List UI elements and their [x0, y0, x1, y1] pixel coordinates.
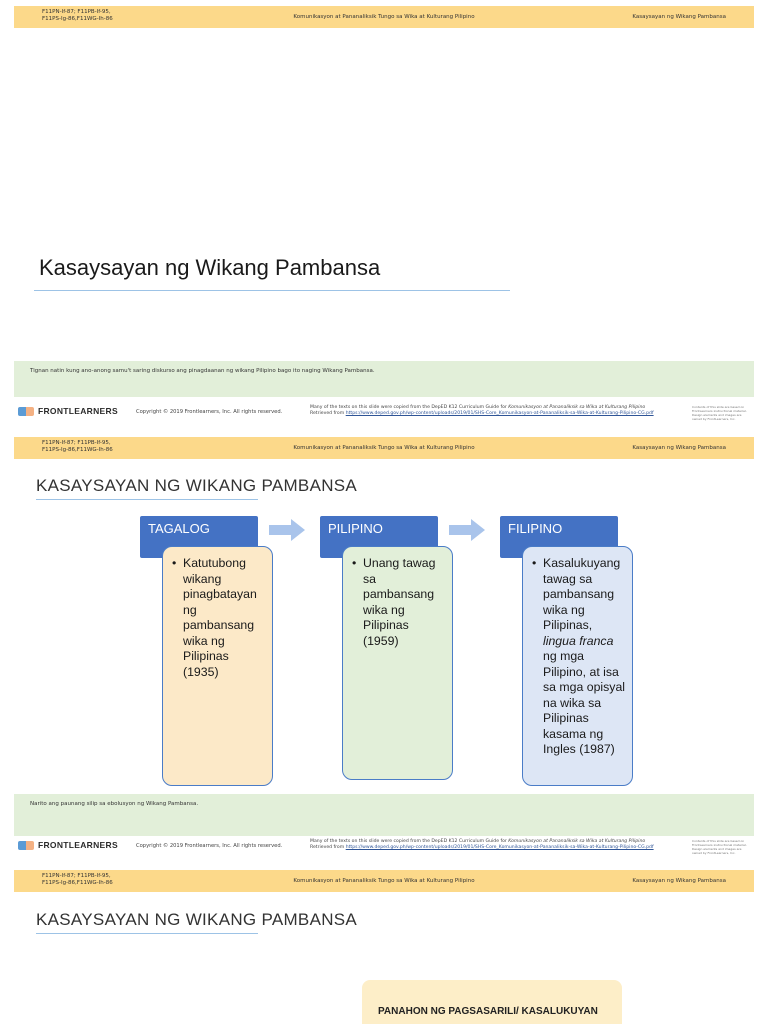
slide-1 — [14, 6, 754, 430]
slide-header — [14, 437, 754, 459]
slide-header — [14, 870, 754, 892]
slide-3 — [14, 870, 754, 1024]
fine-print: Contents of this slide are based on FrontLearners instructional material. Design elements and images are owned by FrontLearners, Inc. — [692, 405, 747, 421]
source-credit: Many of the texts on this slide were copied from the DepED K12 Curriculum Guide for Komunikasyon at Pananaliksik sa Wika at Kulturang Pilipino Retrieved from https://www.deped.gov.ph/wp-content/uploads/2019/01/SHS-Core_Komunikasyon-at-Pananaliksik-sa-Wika-at-Kulturang-Pilipino-CG.pdf — [310, 839, 654, 850]
slide-footer — [14, 404, 754, 426]
stage-description: • Unang tawag sa pambansang wika ng Pilipinas (1959) — [353, 556, 446, 649]
logo-icon — [18, 407, 34, 416]
topic-title: Kasaysayan ng Wikang Pambansa — [632, 878, 726, 884]
competency-codes: F11PN-If-87; F11PB-If-95, F11PS-Ig-86,F11WG-Ih-86 — [42, 440, 113, 453]
section-title: KASAYSAYAN NG WIKANG PAMBANSA — [36, 910, 358, 929]
competency-codes: F11PN-If-87; F11PB-If-95, F11PS-Ig-86,F11WG-Ih-86 — [42, 9, 113, 22]
speaker-notes: Tignan natin kung ano-anong samu't saring diskurso ang pinagdaanan ng wikang Pilipino bago ito naging Wikang Pambansa. — [14, 361, 754, 397]
course-title: Komunikasyon at Pananaliksik Tungo sa Wika at Kulturang Pilipino — [293, 445, 475, 451]
course-title: Komunikasyon at Pananaliksik Tungo sa Wika at Kulturang Pilipino — [293, 14, 475, 20]
topic-title: Kasaysayan ng Wikang Pambansa — [632, 445, 726, 451]
slide-2 — [14, 437, 754, 862]
stage-card-filipino — [522, 546, 633, 786]
title-underline — [36, 499, 258, 500]
course-title: Komunikasyon at Pananaliksik Tungo sa Wika at Kulturang Pilipino — [293, 878, 475, 884]
copyright-text: Copyright © 2019 Frontlearners, Inc. All rights reserved. — [136, 409, 283, 415]
source-link[interactable]: https://www.deped.gov.ph/wp-content/uploads/2019/01/SHS-Core_Komunikasyon-at-Pananaliksik-sa-Wika-at-Kulturang-Pilipino-CG.pdf — [345, 845, 654, 850]
era-label-box: PANAHON NG PAGSASARILI/ KASALUKUYAN — [362, 980, 622, 1024]
competency-codes: F11PN-If-87; F11PB-If-95, F11PS-Ig-86,F11WG-Ih-86 — [42, 873, 113, 886]
title-underline — [36, 933, 258, 934]
section-title: KASAYSAYAN NG WIKANG PAMBANSA — [36, 476, 358, 495]
source-credit: Many of the texts on this slide were copied from the DepED K12 Curriculum Guide for Komunikasyon at Pananaliksik sa Wika at Kulturang Pilipino Retrieved from https://www.deped.gov.ph/wp-content/uploads/2019/01/SHS-Core_Komunikasyon-at-Pananaliksik-sa-Wika-at-Kulturang-Pilipino-CG.pdf — [310, 405, 654, 416]
stage-description: • Katutubong wikang pinagbatayan ng pambansang wika ng Pilipinas (1935) — [173, 556, 266, 680]
frontlearners-logo: FRONTLEARNERS — [18, 840, 118, 850]
stage-card-pilipino — [342, 546, 453, 780]
slide-footer — [14, 838, 754, 860]
stage-label-tagalog: TAGALOG — [140, 516, 258, 558]
slide-title: Kasaysayan ng Wikang Pambansa — [39, 255, 381, 280]
source-link[interactable]: https://www.deped.gov.ph/wp-content/uploads/2019/01/SHS-Core_Komunikasyon-at-Pananaliksik-sa-Wika-at-Kulturang-Pilipino-CG.pdf — [345, 411, 654, 416]
speaker-notes: Narito ang paunang silip sa ebolusyon ng Wikang Pambansa. — [14, 794, 754, 836]
copyright-text: Copyright © 2019 Frontlearners, Inc. All rights reserved. — [136, 843, 283, 849]
title-underline — [34, 290, 510, 291]
stage-label-filipino: FILIPINO — [500, 516, 618, 558]
arrow-right-icon — [449, 519, 485, 541]
topic-title: Kasaysayan ng Wikang Pambansa — [632, 14, 726, 20]
arrow-right-icon — [269, 519, 305, 541]
fine-print: Contents of this slide are based on FrontLearners instructional material. Design elements and images are owned by FrontLearners, Inc. — [692, 839, 747, 855]
stage-description: • Kasalukuyang tawag sa pambansang wika ng Pilipinas, lingua franca ng mga Pilipino, at isa sa mga opisyal na wika sa Pilipinas kasama ng Ingles (1987) — [533, 556, 626, 758]
frontlearners-logo: FRONTLEARNERS — [18, 406, 118, 416]
stage-label-pilipino: PILIPINO — [320, 516, 438, 558]
slide-header — [14, 6, 754, 28]
logo-icon — [18, 841, 34, 850]
stage-card-tagalog — [162, 546, 273, 786]
